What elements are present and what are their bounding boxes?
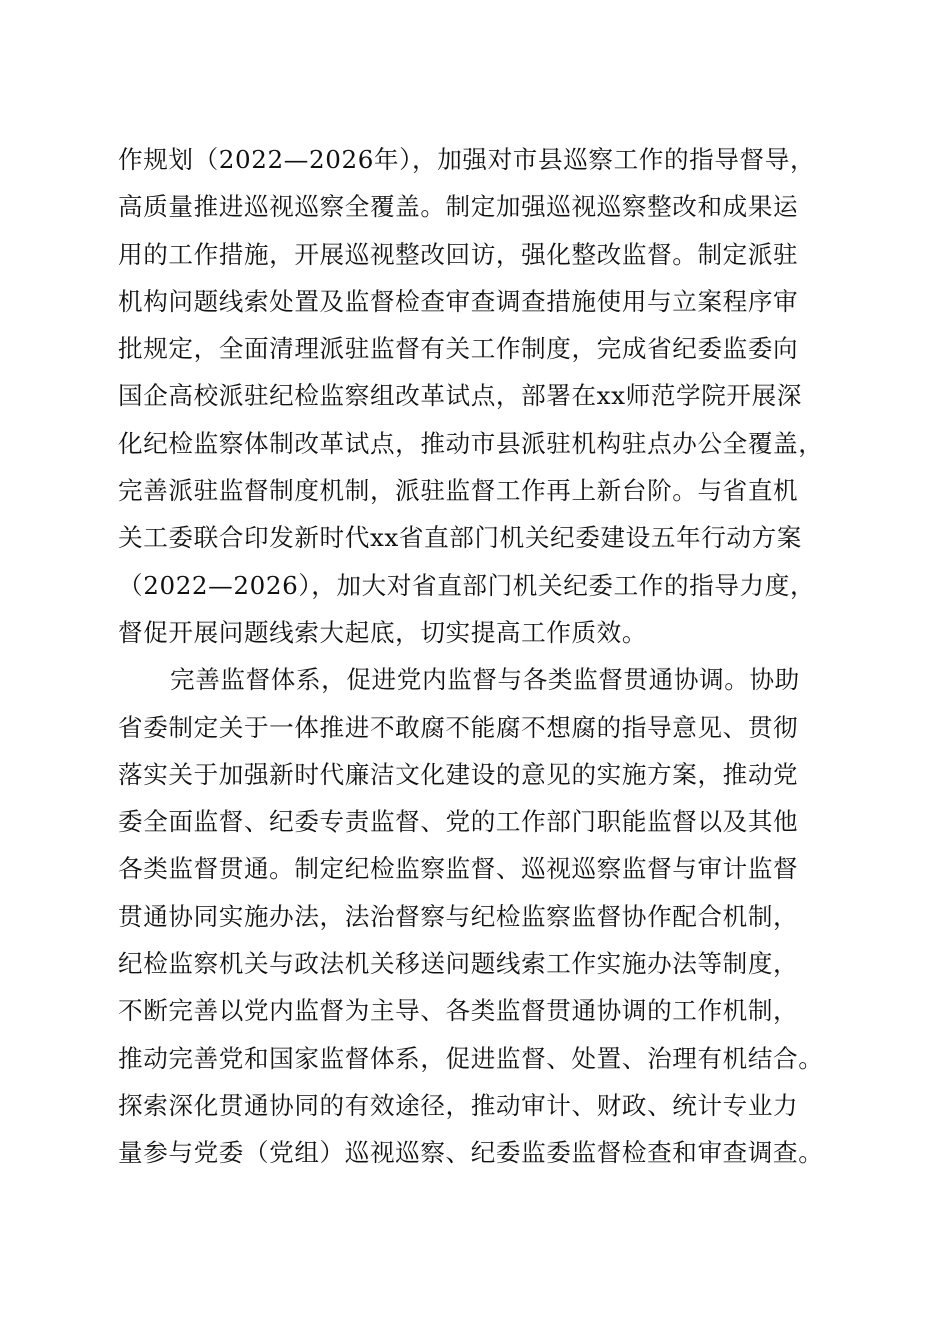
paragraph-line: 纪检监察机关与政法机关移送问题线索工作实施办法等制度， xyxy=(118,949,799,979)
paragraph-line: 高质量推进巡视巡察全覆盖。制定加强巡视巡察整改和成果运 xyxy=(118,192,799,222)
paragraph-line: 探索深化贯通协同的有效途径，推动审计、财政、统计专业力 xyxy=(118,1090,799,1120)
paragraph-line: 批规定，全面清理派驻监督有关工作制度，完成省纪委监委向 xyxy=(118,334,799,364)
paragraph-1 xyxy=(118,136,838,656)
paragraph-line: 完善派驻监督制度机制，派驻监督工作再上新台阶。与省直机 xyxy=(118,476,799,506)
paragraph-line: 督促开展问题线索大起底，切实提高工作质效。 xyxy=(118,617,648,647)
paragraph-line: 机构问题线索处置及监督检查审查调查措施使用与立案程序审 xyxy=(118,286,799,316)
paragraph-line: 作规划（2022—2026年），加强对市县巡察工作的指导督导， xyxy=(118,145,816,174)
paragraph-line: 不断完善以党内监督为主导、各类监督贯通协调的工作机制， xyxy=(118,996,799,1026)
paragraph-line: 国企高校派驻纪检监察组改革试点，部署在xx师范学院开展深 xyxy=(118,381,802,411)
document-body xyxy=(118,136,838,1177)
paragraph-line: 贯通协同实施办法，法治督察与纪检监察监督协作配合机制， xyxy=(118,901,799,931)
paragraph-line: 完善监督体系，促进党内监督与各类监督贯通协调。协助 xyxy=(170,665,800,695)
paragraph-line: 关工委联合印发新时代xx省直部门机关纪委建设五年行动方案 xyxy=(118,523,802,553)
paragraph-line: 省委制定关于一体推进不敢腐不能腐不想腐的指导意见、贯彻 xyxy=(118,712,799,742)
paragraph-line: 用的工作措施，开展巡视整改回访，强化整改监督。制定派驻 xyxy=(118,239,799,269)
paragraph-line: 化纪检监察体制改革试点，推动市县派驻机构驻点办公全覆盖， xyxy=(118,428,824,458)
paragraph-line: 推动完善党和国家监督体系，促进监督、处置、治理有机结合。 xyxy=(118,1043,824,1073)
paragraph-line: （2022—2026），加大对省直部门机关纪委工作的指导力度， xyxy=(118,570,816,600)
paragraph-line: 各类监督贯通。制定纪检监察监督、巡视巡察监督与审计监督 xyxy=(118,854,799,884)
paragraph-line: 量参与党委（党组）巡视巡察、纪委监委监督检查和审查调查。 xyxy=(118,1138,824,1168)
paragraph-2 xyxy=(118,656,838,1176)
paragraph-line: 落实关于加强新时代廉洁文化建设的意见的实施方案，推动党 xyxy=(118,759,799,789)
paragraph-line: 委全面监督、纪委专责监督、党的工作部门职能监督以及其他 xyxy=(118,807,799,837)
